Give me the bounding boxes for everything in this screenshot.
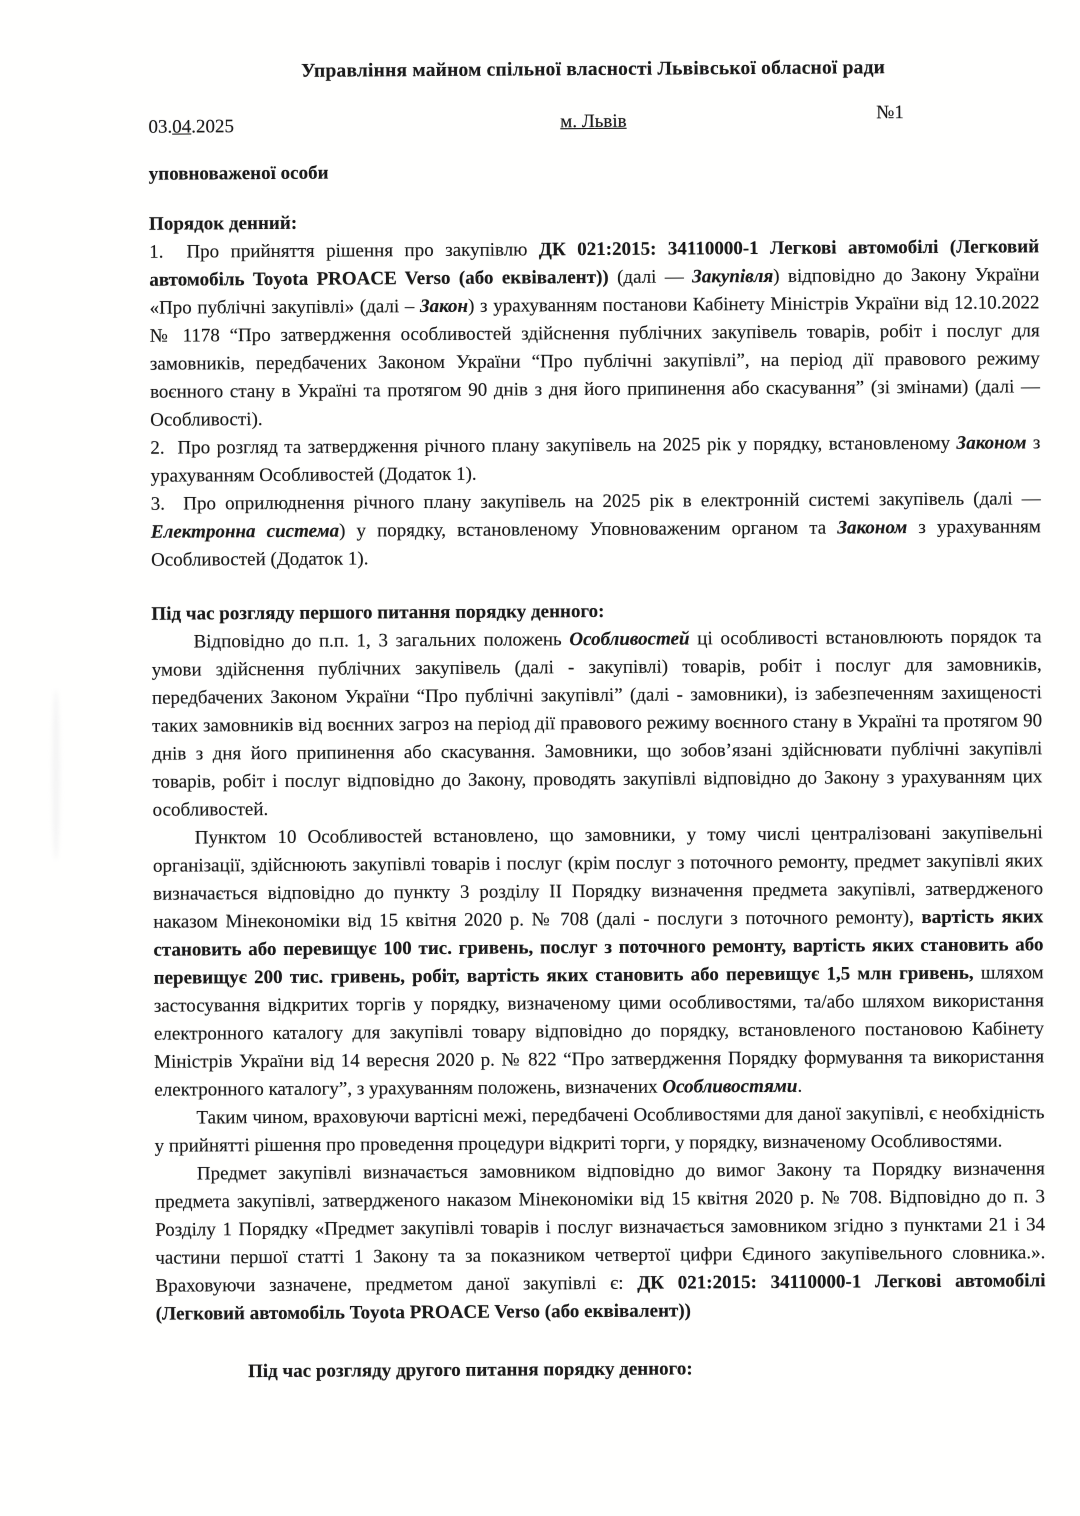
document-meta-row xyxy=(148,102,1038,138)
section2-heading: Під час розгляду другого питання порядку денного: xyxy=(247,1358,693,1383)
section1-paragraph-1: Відповідно до п.п. 1, 3 загальних положень Особливостей ці особливості встановлюють порядок та умови здійснення публічних закупівель (далі - закупівлі) товарів, робіт і послуг для замовників, передбачених Законом України “Про публічні закупівлі” (далі - замовники), із забезпеченням захищеності таких замовників від воєнних загроз на період дії правового режиму воєнного стану в Україні та протягом 90 днів з дня його припинення або скасування. Замовники, що зобов’язані здійснювати публічні закупівлі товарів, робіт і послуг відповідно до Закону, проводять закупівлі відповідно до Закону з урахуванням цих особливостей. xyxy=(151,626,1043,821)
agenda-item-2: 2. Про розгляд та затвердження річного плану закупівель на 2025 рік у порядку, встановленому Законом з урахуванням Особливостей (Додаток 1). xyxy=(150,432,1041,487)
document-body xyxy=(148,53,1046,1386)
document-date: 03.04.2025 xyxy=(148,116,234,138)
section1-heading: Під час розгляду першого питання порядку денного: xyxy=(151,600,605,625)
section1-paragraph-4: Предмет закупівлі визначається замовником відповідно до вимог Закону та Порядку визначення предмета закупівлі, затвердженого наказом Мінекономіки від 15 квітня 2020 р. № 708. Відповідно до п. 3 Розділу 1 Порядку «Предмет закупівлі товарів і послуг визначається замовником згідно з пунктами 21 і 34 частини першої статті 1 Закону та за показником четвертої цифри Єдиного закупівельного словника.». Враховуючи зазначене, предметом даної закупівлі є: ДК 021:2015: 34110000-1 Легкові автомобілі (Легковий автомобіль Toyota PROACE Verso (або еквівалент)) xyxy=(154,1158,1046,1325)
page-title: Управління майном спільної власності Львівської обласної ради xyxy=(301,57,886,82)
agenda-item-3: 3. Про оприлюднення річного плану закупівель на 2025 рік в електронній системі закупівель (далі — Електронна система) у порядку, встановленому Уповноваженим органом та Законом з урахуванням Особливостей (Додаток 1). xyxy=(150,488,1041,571)
section1-paragraph-3: Таким чином, враховуючи вартісні межі, передбачені Особливостями для даної закупівлі, є необхідність у прийнятті рішення про проведення процедури відкриті торги, у порядку, визначеному Особливостями. xyxy=(154,1102,1045,1157)
document-subtitle: уповноваженої особи xyxy=(148,162,329,185)
document-place: м. Львів xyxy=(560,110,627,133)
agenda-heading: Порядок денний: xyxy=(148,212,298,235)
agenda-item-1: 1. Про прийняття рішення про закупівлю ДК 021:2015: 34110000-1 Легкові автомобілі (Легковий автомобіль Toyota PROACE Verso (або еквівалент)) (далі — Закупівля) відповідно до Закону України «Про публічні закупівлі» (далі – Закон) з урахуванням постанови Кабінету Міністрів України від 12.10.2022 № 1178 “Про затвердження особливостей здійснення публічних закупівель товарів, робіт і послуг для замовників, передбачених Законом України “Про публічні закупівлі”, на період дії правового режиму воєнного стану в Україні та протягом 90 днів з дня його припинення або скасування” (зі змінами) (далі — Особливості). xyxy=(149,236,1041,431)
document-number: №1 xyxy=(876,102,904,124)
scan-artifact xyxy=(52,690,60,860)
section1-paragraph-2: Пунктом 10 Особливостей встановлено, що замовники, у тому числі централізовані закупівельні організації, здійснюють закупівлі товарів і послуг (крім послуг з поточного ремонту, предмет закупівлі яких визначається відповідно до пункту 3 розділу ІІ Порядку визначення предмета закупівлі, затвердженого наказом Мінекономіки від 15 квітня 2020 р. № 708 (далі - послуги з поточного ремонту), вартість яких становить або перевищує 100 тис. гривень, послуг з поточного ремонту, вартість яких становить або перевищує 200 тис. гривень, робіт, вартість яких становить або перевищує 1,5 млн гривень, шляхом застосування відкритих торгів у порядку, визначеному цими особливостями, та/або шляхом використання електронного каталогу для закупівлі товару відповідно до порядку, встановленого постановою Кабінету Міністрів України від 14 вересня 2020 р. № 822 “Про затвердження Порядку формування та використання електронного каталогу”, з урахуванням положень, визначених Особливостями. xyxy=(152,822,1045,1101)
